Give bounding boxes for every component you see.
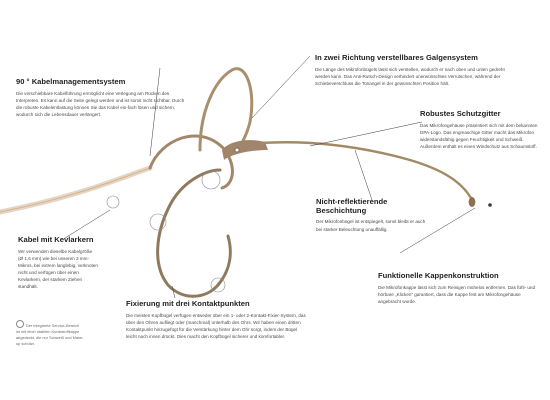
callout-body: Wir verwenden dieselbe Kabelgröße (Ø 1,6 mm) wie bei unseren 3 mm-Mikros, bei extrem langlebig, verknoten nicht und verfügen über einen Kevlarkern, der starkem Ziehen standhält. xyxy=(18,248,98,290)
highlight-circle xyxy=(107,196,119,208)
callout-title: Funktionelle Kappenkonstruktion xyxy=(378,271,499,280)
callout-kevlar xyxy=(18,236,98,290)
callout-body: Die Länge des Mikrofonbügels lässt sich verstellen, wodurch er nach oben und unten gedreht werden kann. Das Anti-Rutsch-Design verhindert unerwünschtes Verrutschen, während der Schiebeverschluss die Tonangel in der gewünschten Position hält. xyxy=(315,66,505,86)
microphone-boom xyxy=(260,142,471,198)
callout-cap xyxy=(378,272,538,305)
footnote-bullet xyxy=(16,320,24,328)
footnote-text: Der integrierte Service-Bereich ist mit einer stabilen Kunststoffkappe abgedeckt, die nur Schweiß und Make-up schützt. xyxy=(16,323,84,346)
callout-body: Das Mikrofongehäuse präsentiert sich mit dem bekannten DPA-Logo. Das engmaschige Gitter macht das Mikrofon widerstandsfähig gegen Feuchtigkeit und Schweiß. Außerdem enthält es einen Windschutz aus Schaumstoff. xyxy=(420,122,538,150)
capsule-marker xyxy=(488,203,492,207)
callout-grille xyxy=(420,110,545,150)
callout-title: Nicht-reflektierende Beschichtung xyxy=(316,197,388,215)
callout-fixation xyxy=(126,300,308,340)
microphone-cable xyxy=(0,168,150,212)
callout-title: 90 ° Kabelmanagementsystem xyxy=(16,77,126,86)
callout-body: Die verschiebbare Kabelführung ermöglicht eine Verlegung am Rücken des Interpreten. Es kann auf die Seite gelegt werden und ist somit nicht sichtbar. Durch die robuste Kabelentlastung können Sie das Kabel ein-fach lösen und sichern, wodurch sich die Lebensdauer verlängert. xyxy=(16,90,185,118)
callout-title: Fixierung mit drei Kontaktpunkten xyxy=(126,299,250,308)
footnote xyxy=(16,320,84,346)
highlight-circle xyxy=(202,171,220,189)
callout-body: Die meisten Kopfbügel verfügen entweder über ein 1- oder 2-Kontakt-Fixier-System, das über den Ohren aufliegt oder (manchmal) unterhalb des Ohrs. Wir haben einen dritten Kontaktpunkt hinzugefügt für die Verstärkung hinter dem Ohr sorgt, indem der Bügel leicht nach innen drückt. Dies macht den Kopfbügel sicherer und komfortabler. xyxy=(126,312,306,340)
callout-title: Robustes Schutzgitter xyxy=(420,109,501,118)
callout-boom-adjust xyxy=(315,54,505,87)
callout-title: Kabel mit Kevlarkern xyxy=(18,235,94,244)
callout-body: Der Mikrofonbügel ist entspiegelt, somit bleibt er auch bei starker Beleuchtung unauffällig. xyxy=(316,219,426,232)
callout-cable-management xyxy=(16,78,191,118)
grille-marker xyxy=(235,148,239,152)
callout-body: Die Mikrofonkappe lässt sich zum Reinigen mühelos entfernen. Das fühl- und hörbare „Klicken“ garantiert, dass die Kappe fest am Mikrofongehäuse angebracht wurde. xyxy=(378,284,536,304)
microphone-capsule xyxy=(469,197,476,207)
callout-title: In zwei Richtung verstellbares Galgensystem xyxy=(315,53,478,62)
callout-non-reflective xyxy=(316,198,431,233)
